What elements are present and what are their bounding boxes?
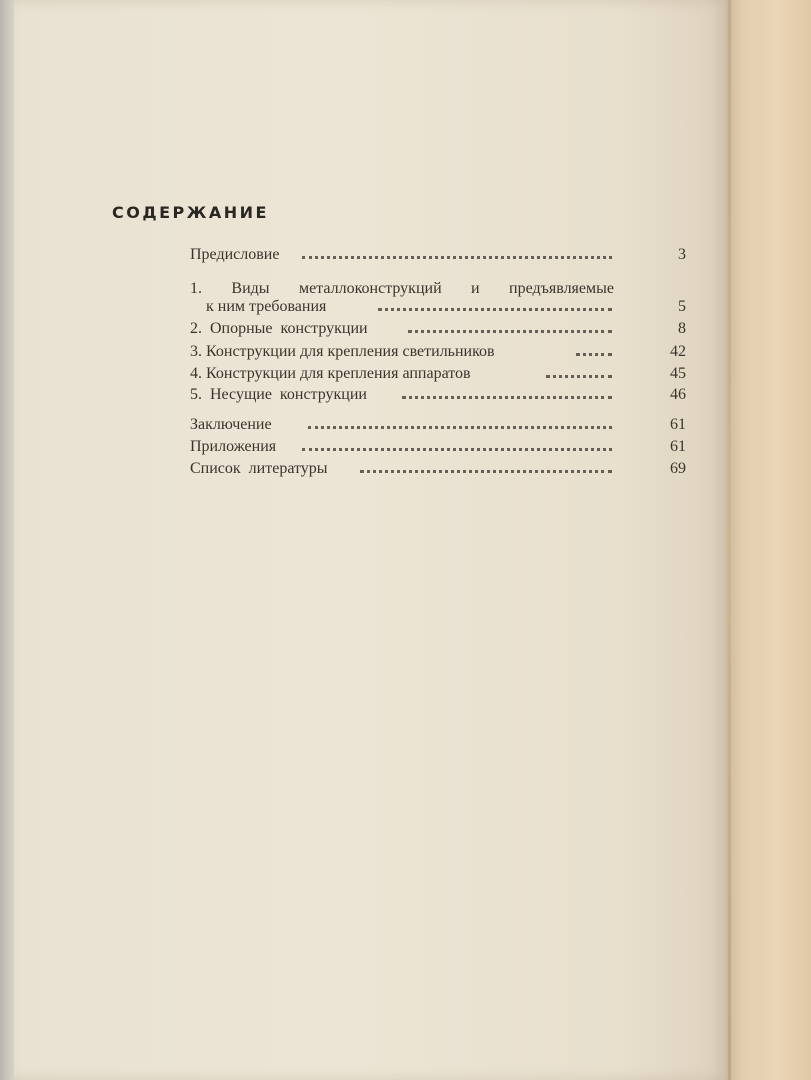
- page-crease: [728, 0, 731, 1080]
- toc-heading: СОДЕРЖАНИЕ: [112, 203, 269, 222]
- book-page: [14, 0, 726, 1080]
- toc-entry-title: 3. Конструкции для крепления светильников: [190, 343, 495, 360]
- toc-leader-dots: [360, 466, 612, 473]
- toc-entry-page: 61: [670, 438, 686, 455]
- toc-entry-title-line2: к ним требования: [206, 298, 327, 315]
- toc-entry-page: 42: [670, 343, 686, 360]
- toc-entry-conclusion: [190, 416, 690, 438]
- book-left-edge: [0, 0, 14, 1080]
- toc-entry-bibliography: [190, 460, 690, 482]
- toc-leader-dots: [546, 371, 612, 378]
- toc-entry-3: [190, 343, 690, 365]
- toc-entry-page: 46: [670, 386, 686, 403]
- toc-entry-5: [190, 386, 690, 408]
- toc-entry-title-line1: 1. Виды металлоконструкций и предъявляемые: [190, 280, 614, 297]
- toc-entry-title: 5. Несущие конструкции: [190, 386, 367, 403]
- toc-entry-4: [190, 365, 690, 387]
- toc-entry-page: 61: [670, 416, 686, 433]
- toc-entry-1: [190, 280, 690, 324]
- toc-entry-title: Список литературы: [190, 460, 328, 477]
- toc-entry-page: 8: [678, 320, 686, 337]
- toc-entry-appendices: [190, 438, 690, 460]
- toc-leader-dots: [302, 444, 612, 451]
- toc-entry-title: 2. Опорные конструкции: [190, 320, 368, 337]
- toc-entry-title: Приложения: [190, 438, 277, 455]
- toc-leader-dots: [302, 252, 612, 259]
- toc-entry-preface: [190, 246, 690, 268]
- book-right-edge: [726, 0, 811, 1080]
- toc-entry-title: Заключение: [190, 416, 272, 433]
- toc-entry-page: 3: [678, 246, 686, 263]
- toc-leader-dots: [378, 304, 612, 311]
- toc-entry-page: 5: [678, 298, 686, 315]
- toc-entry-page: 69: [670, 460, 686, 477]
- toc-leader-dots: [408, 326, 612, 333]
- toc-leader-dots: [402, 392, 612, 399]
- toc-leader-dots: [576, 349, 612, 356]
- toc-entry-title: Предисловие: [190, 246, 280, 263]
- toc-leader-dots: [308, 422, 612, 429]
- toc-entry-2: [190, 320, 690, 342]
- toc-entry-page: 45: [670, 365, 686, 382]
- toc-entry-title: 4. Конструкции для крепления аппаратов: [190, 365, 471, 382]
